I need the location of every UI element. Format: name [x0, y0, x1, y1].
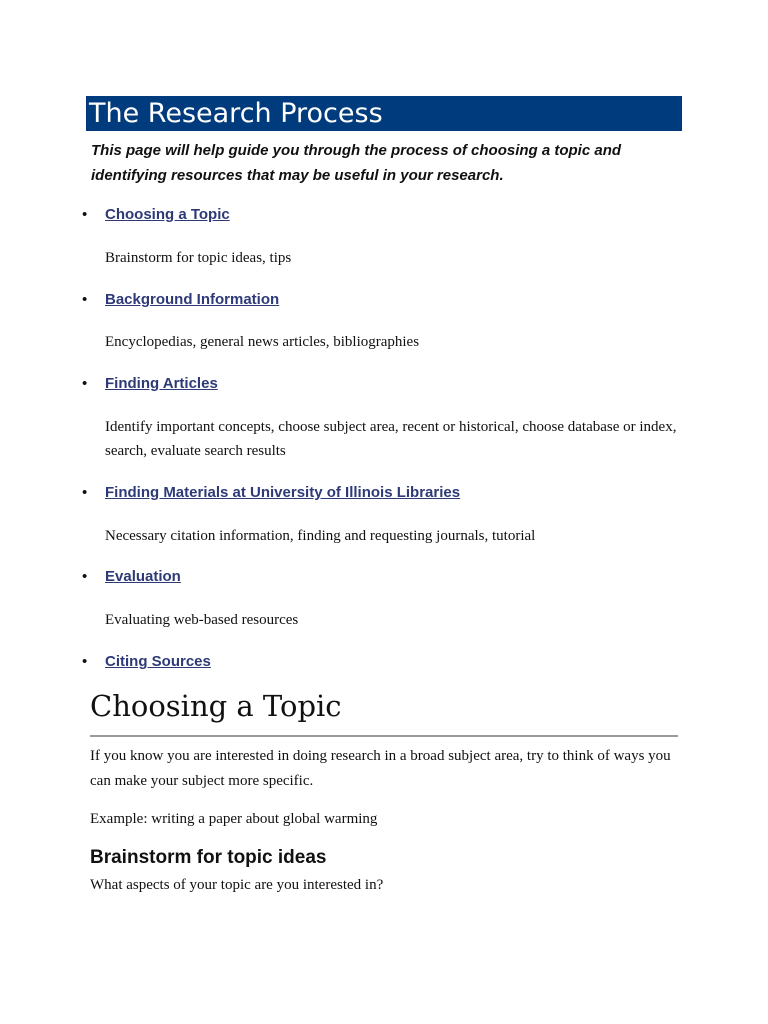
section-divider [90, 735, 678, 737]
section-paragraph: If you know you are interested in doing research in a broad subject area, try to think of ways you can make your subject more specific. [90, 748, 671, 789]
example-text: Example: writing a paper about global warming [90, 811, 378, 827]
link-description: Identify important concepts, choose subject area, recent or historical, choose database or index, search, evaluate search results [105, 419, 677, 459]
question-text: What aspects of your topic are you interested in? [90, 877, 384, 893]
bullet-marker: • [82, 653, 88, 670]
bullet-marker: • [82, 484, 88, 501]
link-description: Necessary citation information, finding and requesting journals, tutorial [105, 528, 536, 544]
bullet-marker: • [82, 291, 88, 308]
link-background-information[interactable]: Background Information [105, 291, 280, 308]
link-finding-materials[interactable]: Finding Materials at University of Illinois Libraries [105, 484, 461, 501]
link-description: Evaluating web-based resources [105, 612, 299, 628]
link-choosing-a-topic[interactable]: Choosing a Topic [105, 206, 230, 223]
link-description: Brainstorm for topic ideas, tips [105, 250, 292, 266]
section-heading: Choosing a Topic [90, 689, 342, 723]
bullet-marker: • [82, 568, 88, 585]
bullet-marker: • [82, 375, 88, 392]
link-finding-articles[interactable]: Finding Articles [105, 375, 218, 392]
bullet-marker: • [82, 206, 88, 223]
title-banner [86, 96, 682, 131]
link-evaluation[interactable]: Evaluation [105, 568, 181, 585]
intro-text: This page will help guide you through the process of choosing a topic and identifying resources that may be useful in your research. [91, 142, 622, 184]
link-description: Encyclopedias, general news articles, bibliographies [105, 334, 420, 350]
link-citing-sources[interactable]: Citing Sources [105, 653, 211, 670]
subsection-heading: Brainstorm for topic ideas [90, 847, 327, 868]
page-title: The Research Process [89, 98, 383, 129]
